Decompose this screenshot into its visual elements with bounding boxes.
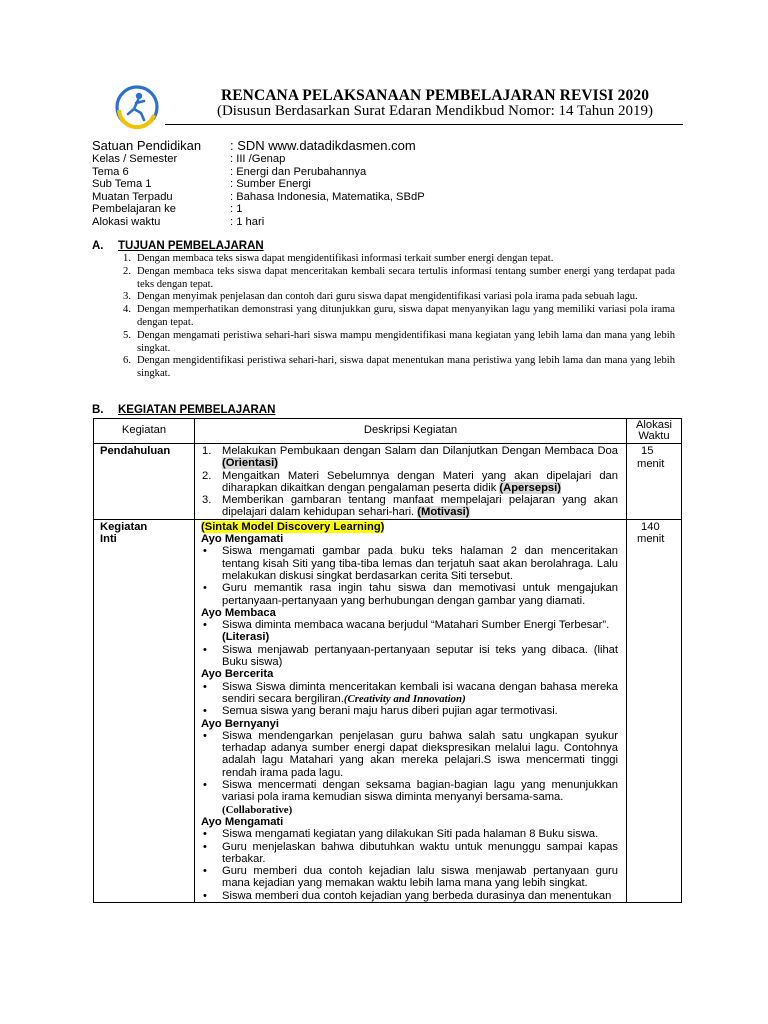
item-text: Siswa mengamati gambar pada buku teks halaman 2 dan menceritakan tentang kisah Siti yang tiba-tiba lemas dan terjatuh saat akan berolahraga. Lalu melakukan diskusi singkat berdasarkan cerita Siti tersebut. — [222, 545, 618, 582]
item-text: Semua siswa yang berani maju harus diberi pujian agar termotivasi. — [222, 705, 558, 718]
item-number: 1. — [202, 445, 212, 457]
list-item — [201, 865, 618, 890]
list-item — [201, 705, 618, 717]
identity-label: Kelas / Semester — [92, 153, 178, 165]
objective-text: Dengan memperhatikan demonstrasi yang ditunjukkan guru, siswa dapat menyanyikan lagu yang memiliki variasi pola irama dengan tepat. — [137, 304, 675, 328]
alokasi-cell — [627, 519, 682, 902]
tut-wuri-handayani-logo-icon — [114, 84, 160, 130]
table-row-inti — [94, 519, 682, 902]
activity-table — [93, 418, 682, 903]
list-item — [201, 644, 618, 669]
item-text: Melakukan Pembukaan dengan Salam dan Dilanjutkan Dengan Membaca Doa — [222, 445, 618, 457]
objective-text: Dengan mengidentifikasi peristiwa sehari-hari, siswa dapat menentukan mana peristiwa yang lebih lama dan mana yang lebih singkat. — [137, 355, 675, 380]
section-a-number: A. — [92, 240, 104, 252]
kegiatan-label: Pendahuluan — [100, 445, 171, 457]
objective-item — [113, 266, 675, 292]
item-text: Guru memantik rasa ingin tahu siswa dan memotivasi untuk mengajukan pertanyaan-pertanyaan yang berhubungan dengan gambar yang diamati. — [222, 582, 618, 607]
list-item — [201, 445, 618, 470]
objective-number: 2. — [123, 265, 131, 277]
sub-heading: Ayo Mengamati — [201, 533, 284, 546]
list-item — [201, 890, 618, 902]
item-text: Siswa mendengarkan penjelasan guru bahwa salah satu ungkapan syukur terhadap adanya sumber energi dapat diekspresikan melalui lagu. Contohnya adalah lagu Matahari yang akan mereka pelajari.S iswa mencermati tinggi rendah irama pada lagu. — [222, 729, 618, 779]
objective-item — [113, 304, 675, 330]
identity-value: : III /Genap — [230, 153, 286, 165]
kegiatan-cell — [94, 519, 195, 902]
sub-heading: Ayo Membaca — [201, 606, 276, 619]
identity-label: Alokasi waktu — [92, 215, 161, 228]
objective-text: Dengan membaca teks siswa dapat menceritakan kembali secara tertulis informasi tentang sumber energi yang terdapat pada teks dengan tepat. — [137, 265, 675, 290]
identity-label: Muatan Terpadu — [92, 190, 173, 203]
sub-heading: Ayo Bercerita — [201, 668, 274, 681]
table-row-pendahuluan — [94, 444, 682, 520]
objective-item — [113, 291, 675, 304]
objective-number: 4. — [123, 304, 131, 316]
sub-heading: Ayo Mengamati — [201, 815, 284, 828]
objective-text: Dengan menyimak penjelasan dan contoh dari guru siswa dapat mengidentifikasi variasi pola irama pada sebuah lagu. — [137, 291, 638, 303]
identity-value: : 1 hari — [230, 215, 265, 228]
document-title: RENCANA PELAKSANAAN PEMBELAJARAN REVISI 2020 — [220, 87, 650, 104]
list-item — [201, 545, 618, 582]
table-header-row — [94, 419, 682, 444]
header-deskripsi: Deskripsi Kegiatan — [195, 419, 627, 444]
objective-number: 1. — [123, 253, 131, 264]
item-number: 3. — [202, 494, 212, 507]
kegiatan-label: Inti — [100, 532, 117, 545]
list-item — [201, 828, 618, 840]
identity-label: Pembelajaran ke — [92, 203, 176, 215]
item-text: Guru menjelaskan bahwa dibutuhkan waktu untuk menunggu sampai kapas terbakar. — [222, 840, 618, 865]
sub-heading: Ayo Bernyanyi — [201, 717, 279, 730]
item-text: Memberikan gambaran tentang manfaat mempelajari pelajaran yang akan dipelajari dalam kehidupan sehari-hari. — [222, 494, 618, 519]
deskripsi-cell — [195, 519, 627, 902]
identity-value: : Sumber Energi — [230, 178, 311, 190]
item-text: Siswa mengamati kegiatan yang dilakukan Siti pada halaman 8 Buku siswa. — [222, 828, 599, 841]
identity-value: : Energi dan Perubahannya — [230, 165, 367, 178]
model-label: (Sintak Model Discovery Learning) — [201, 520, 385, 533]
objective-number: 5. — [123, 329, 131, 341]
item-text: Siswa mencermati dengan seksama bagian-bagian lagu yang menunjukkan variasi pola irama kemudian siswa diminta menyanyi bersama-sama. — [222, 779, 618, 804]
item-text: Mengaitkan Materi Sebelumnya dengan Materi yang akan dipelajari dan diharapkan dikaitkan dengan pengalaman peserta didik — [222, 469, 618, 494]
item-text: Siswa Siswa diminta menceritakan kembali isi wacana dengan bahasa mereka sendiri secara bergiliran. — [222, 680, 618, 705]
waktu-unit: menit — [637, 457, 665, 470]
identity-value: : SDN www.datadikdasmen.com — [230, 138, 416, 153]
header-kegiatan: Kegiatan — [94, 419, 195, 444]
kegiatan-label: Kegiatan — [100, 520, 148, 533]
identity-label: Satuan Pendidikan — [92, 138, 202, 153]
section-b-heading — [92, 404, 275, 416]
phase-tag: (Orientasi) — [222, 457, 278, 470]
section-b-title: KEGIATAN PEMBELAJARAN — [118, 404, 276, 416]
list-item — [201, 470, 618, 495]
objective-text: Dengan mengamati peristiwa sehari-hari siswa mampu mengidentifikasi mana kegiatan yang lebih lama dan mana yang lebih singkat. — [137, 329, 675, 354]
waktu-value: 15 — [641, 445, 654, 457]
objective-text: Dengan membaca teks siswa dapat mengidentifikasi informasi terkait sumber energi dengan tepat. — [137, 253, 554, 264]
objective-item — [113, 330, 675, 356]
list-item — [201, 730, 618, 779]
kegiatan-cell — [94, 444, 195, 520]
item-text: Siswa memberi dua contoh kejadian yang berbeda durasinya dan menentukan — [222, 889, 612, 902]
objective-item — [113, 355, 675, 381]
objective-number: 6. — [123, 355, 131, 367]
list-item — [201, 582, 618, 607]
objective-number: 3. — [123, 291, 131, 303]
list-item — [201, 494, 618, 519]
list-item — [201, 841, 618, 866]
waktu-value: 140 — [641, 520, 660, 533]
skill-tag: (Creativity and Innovation) — [343, 692, 466, 705]
header-alokasi: Alokasi Waktu — [627, 419, 682, 444]
section-a-title: TUJUAN PEMBELAJARAN — [118, 240, 264, 252]
section-b-number: B. — [92, 404, 104, 416]
deskripsi-cell — [195, 444, 627, 520]
identity-label: Tema 6 — [92, 165, 129, 178]
item-number: 2. — [202, 469, 212, 482]
identity-value: : 1 — [230, 203, 243, 215]
skill-tag: (Collaborative) — [222, 803, 293, 816]
objective-item — [113, 253, 675, 266]
list-item — [201, 619, 618, 644]
objectives-list — [113, 253, 675, 381]
phase-tag: (Apersepsi) — [499, 481, 561, 494]
header-divider — [165, 124, 683, 125]
item-text: Guru memberi dua contoh kejadian lalu siswa menjawab pertanyaan guru mana kejadian yang memakan waktu lebih lama mana yang lebih singkat. — [222, 865, 618, 890]
literasi-tag: (Literasi) — [222, 631, 270, 644]
identity-value: : Bahasa Indonesia, Matematika, SBdP — [230, 190, 425, 203]
item-text: Siswa menjawab pertanyaan-pertanyaan seputar isi teks yang dibaca. (lihat Buku siswa) — [222, 643, 618, 669]
waktu-unit: menit — [637, 533, 665, 546]
identity-label: Sub Tema 1 — [92, 178, 152, 190]
item-text: Siswa diminta membaca wacana berjudul “Matahari Sumber Energi Terbesar”. — [222, 619, 610, 632]
list-item — [201, 779, 618, 816]
list-item — [201, 681, 618, 706]
alokasi-cell — [627, 444, 682, 520]
document-subtitle: (Disusun Berdasarkan Surat Edaran Mendikbud Nomor: 14 Tahun 2019) — [216, 103, 654, 119]
phase-tag: (Motivasi) — [417, 506, 470, 519]
section-a-heading — [92, 240, 264, 252]
